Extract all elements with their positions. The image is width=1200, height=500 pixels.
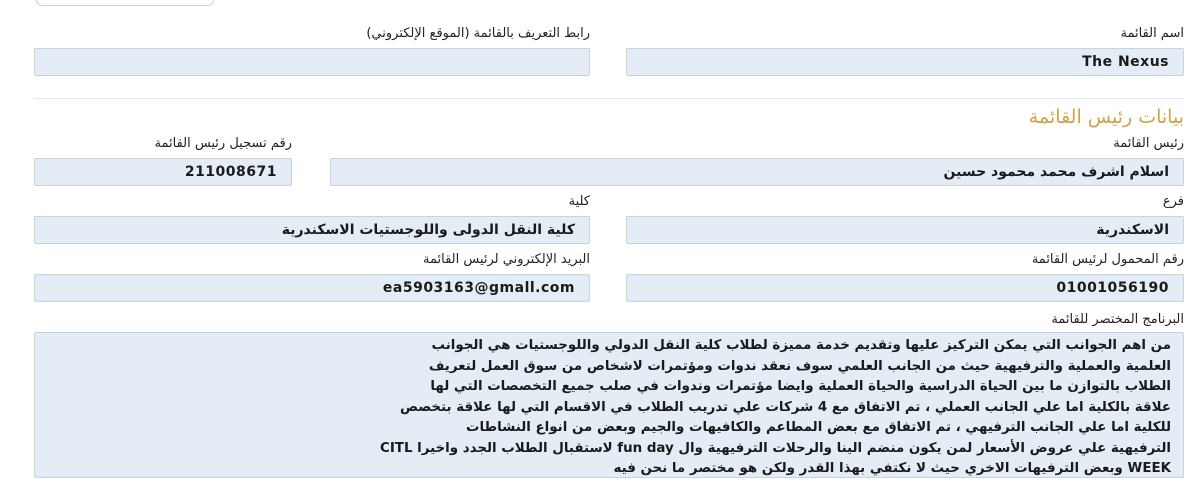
program-textarea[interactable]	[34, 332, 1184, 478]
list-name-input[interactable]: The Nexus	[626, 48, 1184, 76]
program-line: للكلية اما علي الجانب الترفيهي ، تم الاتفاق مع بعض المطاعم والكافيهات والجيم وبعض من انواع النشاطات	[466, 420, 1171, 435]
list-name-field	[626, 26, 1184, 76]
list-link-input[interactable]	[34, 48, 590, 76]
top-button[interactable]	[36, 0, 214, 6]
branch-label: فرع	[1162, 194, 1184, 209]
faculty-input[interactable]: كلية النقل الدولى واللوجستيات الاسكندرية	[34, 216, 590, 244]
branch-input[interactable]: الاسكندرية	[626, 216, 1184, 244]
leader-reg-field	[34, 136, 292, 186]
leader-name-label: رئيس القائمة	[1113, 136, 1184, 151]
faculty-label: كلية	[568, 194, 590, 209]
leader-reg-label: رقم تسجيل رئيس القائمة	[154, 136, 292, 151]
leader-name-input[interactable]: اسلام اشرف محمد محمود حسين	[330, 158, 1184, 186]
program-line: الطلاب بالتوازن ما بين الحياة الدراسية والحياة العملية وايضا مؤتمرات وندوات في صلب جميع التخصصات التي لها	[430, 379, 1171, 394]
faculty-field	[34, 194, 590, 244]
program-line: WEEK وبعض الترفيهات الاخري حيث لا نكتفي بهذا القدر ولكن هو مختصر ما نحن فيه	[613, 461, 1171, 476]
program-line: الترفيهية علي عروض الأسعار لمن يكون منضم الينا والرحلات الترفيهية وال fun day لاستقبال الطلاب الجدد واخيرا CITL	[380, 440, 1171, 456]
program-line: من اهم الجوانب التي يمكن التركيز عليها وتقديم خدمة مميزة لطلاب كلية النقل الدولي واللوجستيات هي الجوانب	[431, 338, 1171, 353]
list-link-label: رابط التعريف بالقائمة (الموقع الإلكتروني)	[366, 26, 590, 41]
branch-field	[626, 194, 1184, 244]
leader-name-field	[330, 136, 1184, 186]
program-field	[34, 312, 1184, 478]
email-field	[34, 252, 590, 302]
mobile-field	[626, 252, 1184, 302]
section-divider	[34, 98, 1184, 99]
program-line: علاقة بالكلية اما علي الجانب العملي ، تم الاتفاق مع 4 شركات علي تدريب الطلاب في الاقسام التي لها علاقة بتخصص	[399, 399, 1171, 415]
program-label: البرنامج المختصر للقائمة	[1051, 312, 1184, 327]
mobile-input[interactable]: 01001056190	[626, 274, 1184, 302]
email-input[interactable]: ea5903163@gmall.com	[34, 274, 590, 302]
mobile-label: رقم المحمول لرئيس القائمة	[1031, 252, 1184, 267]
leader-reg-input[interactable]: 211008671	[34, 158, 292, 186]
list-link-field	[34, 26, 590, 76]
list-name-label: اسم القائمة	[1120, 26, 1184, 41]
program-line: العلمية والعملية والترفيهية حيث من الجانب العلمي سوف نعقد ندوات ومؤتمرات لاشخاص من سوق العمل لتعريف	[428, 358, 1171, 374]
email-label: البريد الإلكتروني لرئيس القائمة	[423, 252, 590, 267]
leader-section-title: بيانات رئيس القائمة	[1028, 106, 1184, 128]
